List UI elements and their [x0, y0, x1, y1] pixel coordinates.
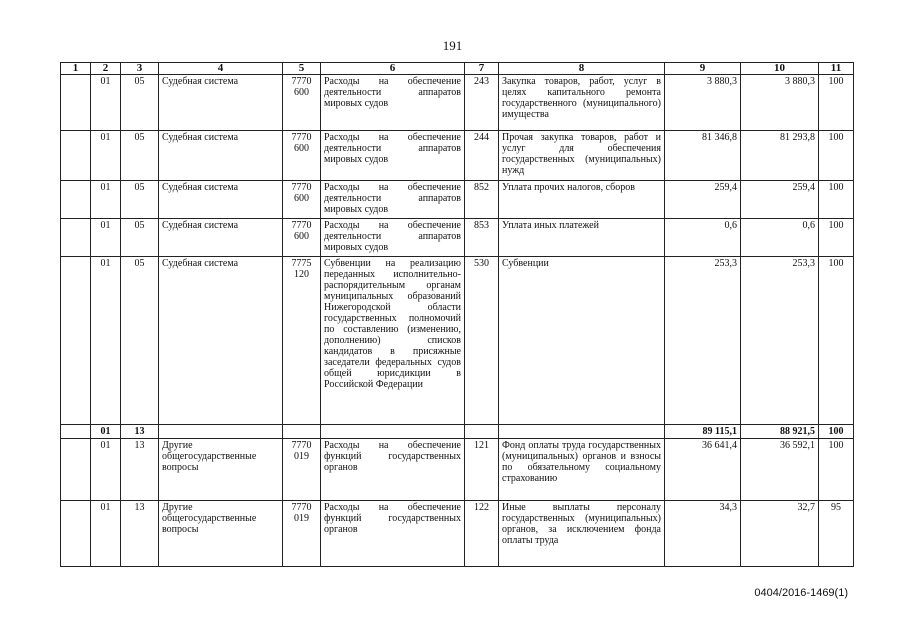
- cell-article-name: Расходы на обеспечение функций государственных органов: [321, 501, 465, 567]
- cell-expense-type: 121: [465, 439, 499, 501]
- cell-target-article: 7770 019: [283, 439, 321, 501]
- table-row: [61, 75, 854, 131]
- cell-section: 01: [91, 75, 121, 131]
- cell-percent: 100: [819, 75, 854, 131]
- cell-target-article: 7770 600: [283, 181, 321, 219]
- cell-expense-type-name: Иные выплаты персоналу государственных (муниципальных) органов, за исключением фонда оплаты труда: [499, 501, 665, 567]
- cell-section: 01: [91, 257, 121, 425]
- cell-index: [61, 219, 91, 257]
- cell-expense-type: 852: [465, 181, 499, 219]
- page-number: 191: [442, 38, 463, 53]
- cell-expense-type-name: Фонд оплаты труда государственных (муниципальных) органов и взносы по обязательному социальному страхованию: [499, 439, 665, 501]
- cell-section-name: Судебная система: [159, 181, 283, 219]
- column-header-9: 9: [665, 63, 741, 75]
- table-row: [61, 181, 854, 219]
- column-header-10: 10: [741, 63, 819, 75]
- cell-planned: 259,4: [665, 181, 741, 219]
- cell-expense-type: 530: [465, 257, 499, 425]
- cell-section: 01: [91, 425, 121, 439]
- cell-expense-type-name: Уплата иных платежей: [499, 219, 665, 257]
- cell-section-name: Судебная система: [159, 257, 283, 425]
- cell-article-name: Расходы на обеспечение деятельности аппаратов мировых судов: [321, 75, 465, 131]
- column-header-4: 4: [159, 63, 283, 75]
- cell-index: [61, 425, 91, 439]
- cell-target-article: 7770 600: [283, 131, 321, 181]
- cell-target-article: 7770 600: [283, 219, 321, 257]
- cell-expense-type: 853: [465, 219, 499, 257]
- budget-table: [60, 62, 854, 567]
- cell-subsection: 05: [121, 131, 159, 181]
- cell-expense-type: 244: [465, 131, 499, 181]
- cell-article-name: Субвенции на реализацию переданных исполнительно-распорядительным органам муниципальных образований Нижегородской области государственных полномочий по составлению (изменению, дополнению) списков кандидатов в присяжные заседатели федеральных судов общей юрисдикции в Российской Федерации: [321, 257, 465, 425]
- cell-expense-type-name: Прочая закупка товаров, работ и услуг для обеспечения государственных (муниципальных) нужд: [499, 131, 665, 181]
- cell-executed: 88 921,5: [741, 425, 819, 439]
- cell-planned: 36 641,4: [665, 439, 741, 501]
- cell-target-article: [283, 425, 321, 439]
- table-row: [61, 131, 854, 181]
- cell-expense-type: [465, 425, 499, 439]
- cell-section: 01: [91, 131, 121, 181]
- cell-target-article: 7770 600: [283, 75, 321, 131]
- cell-article-name: Расходы на обеспечение деятельности аппаратов мировых судов: [321, 181, 465, 219]
- cell-executed: 3 880,3: [741, 75, 819, 131]
- cell-section: 01: [91, 219, 121, 257]
- cell-index: [61, 439, 91, 501]
- cell-section-name: Судебная система: [159, 131, 283, 181]
- cell-planned: 81 346,8: [665, 131, 741, 181]
- cell-section: 01: [91, 181, 121, 219]
- cell-index: [61, 257, 91, 425]
- cell-target-article: 7770 019: [283, 501, 321, 567]
- cell-index: [61, 75, 91, 131]
- cell-percent: 100: [819, 257, 854, 425]
- cell-article-name: [321, 425, 465, 439]
- cell-executed: 32,7: [741, 501, 819, 567]
- cell-planned: 253,3: [665, 257, 741, 425]
- cell-section-name: Судебная система: [159, 219, 283, 257]
- column-header-1: 1: [61, 63, 91, 75]
- cell-planned: 34,3: [665, 501, 741, 567]
- subtotal-row: [61, 425, 854, 439]
- column-header-11: 11: [819, 63, 854, 75]
- cell-index: [61, 131, 91, 181]
- cell-percent: 100: [819, 219, 854, 257]
- cell-section: 01: [91, 439, 121, 501]
- cell-subsection: 05: [121, 257, 159, 425]
- cell-subsection: 05: [121, 219, 159, 257]
- cell-section-name: Другие общегосударственные вопросы: [159, 439, 283, 501]
- cell-percent: 95: [819, 501, 854, 567]
- cell-index: [61, 181, 91, 219]
- cell-planned: 89 115,1: [665, 425, 741, 439]
- header-row: [61, 63, 854, 75]
- cell-percent: 100: [819, 425, 854, 439]
- column-header-8: 8: [499, 63, 665, 75]
- cell-subsection: 13: [121, 439, 159, 501]
- cell-executed: 36 592,1: [741, 439, 819, 501]
- cell-article-name: Расходы на обеспечение деятельности аппаратов мировых судов: [321, 219, 465, 257]
- cell-expense-type-name: Субвенции: [499, 257, 665, 425]
- cell-subsection: 05: [121, 75, 159, 131]
- column-header-5: 5: [283, 63, 321, 75]
- column-header-3: 3: [121, 63, 159, 75]
- cell-subsection: 05: [121, 181, 159, 219]
- cell-executed: 253,3: [741, 257, 819, 425]
- column-header-2: 2: [91, 63, 121, 75]
- cell-article-name: Расходы на обеспечение деятельности аппаратов мировых судов: [321, 131, 465, 181]
- table-row: [61, 439, 854, 501]
- cell-executed: 259,4: [741, 181, 819, 219]
- document-id: 0404/2016-1469(1): [754, 587, 848, 599]
- cell-expense-type: 122: [465, 501, 499, 567]
- cell-expense-type-name: Закупка товаров, работ, услуг в целях капитального ремонта государственного (муниципального) имущества: [499, 75, 665, 131]
- cell-planned: 3 880,3: [665, 75, 741, 131]
- cell-subsection: 13: [121, 425, 159, 439]
- cell-expense-type-name: Уплата прочих налогов, сборов: [499, 181, 665, 219]
- cell-section: 01: [91, 501, 121, 567]
- cell-expense-type-name: [499, 425, 665, 439]
- cell-planned: 0,6: [665, 219, 741, 257]
- cell-section-name: Судебная система: [159, 75, 283, 131]
- table-row: [61, 501, 854, 567]
- table-row: [61, 219, 854, 257]
- cell-percent: 100: [819, 131, 854, 181]
- cell-article-name: Расходы на обеспечение функций государственных органов: [321, 439, 465, 501]
- cell-section-name: [159, 425, 283, 439]
- cell-index: [61, 501, 91, 567]
- column-header-6: 6: [321, 63, 465, 75]
- cell-executed: 0,6: [741, 219, 819, 257]
- cell-percent: 100: [819, 181, 854, 219]
- cell-executed: 81 293,8: [741, 131, 819, 181]
- cell-target-article: 7775 120: [283, 257, 321, 425]
- cell-percent: 100: [819, 439, 854, 501]
- cell-expense-type: 243: [465, 75, 499, 131]
- cell-subsection: 13: [121, 501, 159, 567]
- cell-section-name: Другие общегосударственные вопросы: [159, 501, 283, 567]
- column-header-7: 7: [465, 63, 499, 75]
- table-row: [61, 257, 854, 425]
